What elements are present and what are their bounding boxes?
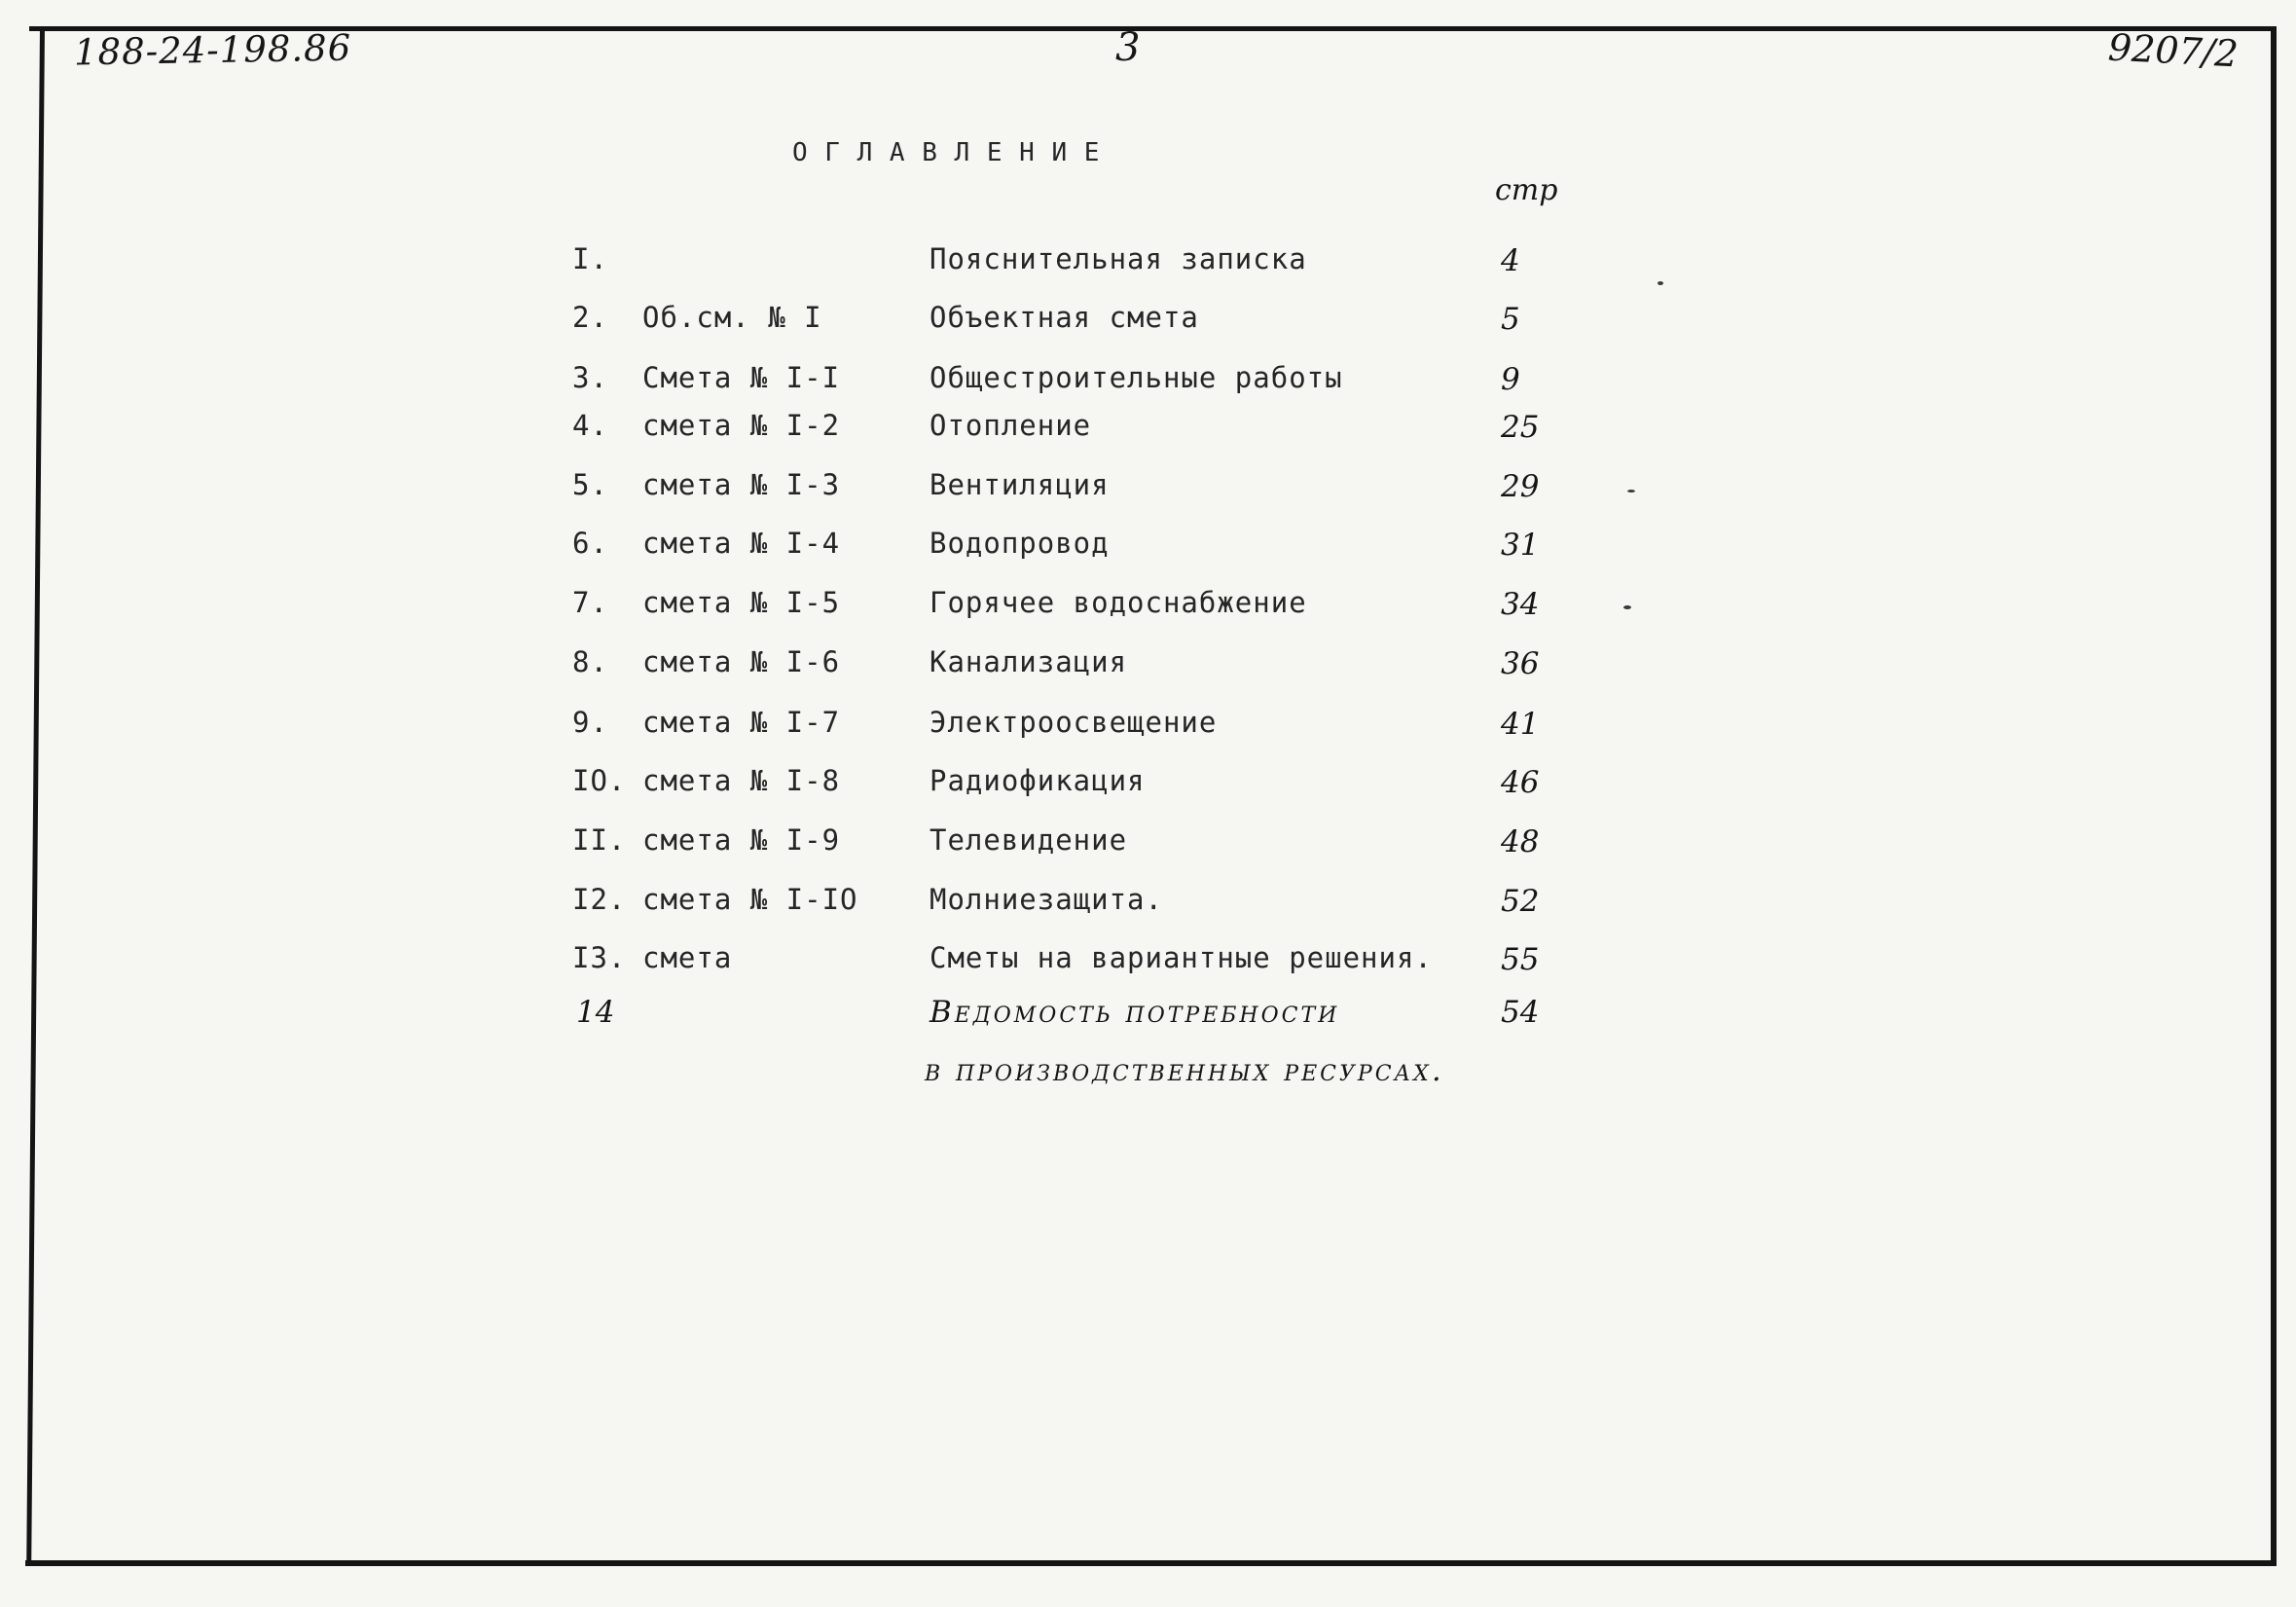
row-number: 8. — [572, 645, 608, 678]
row-title: Сметы на вариантные решения. — [929, 941, 1433, 974]
row-page-number: 5 — [1501, 302, 1520, 337]
row-doc-label: смета № I-6 — [642, 645, 841, 678]
row-doc-label: смета № I-7 — [642, 706, 841, 739]
row-doc-label: смета № I-8 — [642, 764, 841, 797]
row-page-number: 52 — [1501, 884, 1540, 919]
row-page-number: 31 — [1501, 528, 1540, 563]
row-title: Вентиляция — [929, 468, 1110, 501]
row-number: 3. — [572, 361, 608, 394]
row-number: II. — [572, 823, 627, 857]
row-doc-label: Об.см. № I — [642, 301, 822, 334]
row-title: Пояснительная записка — [929, 242, 1307, 275]
row-doc-label: смета № I-9 — [642, 823, 841, 857]
row-number: 5. — [572, 468, 608, 501]
row-title-line2: в производственных ресурсах. — [925, 1053, 1444, 1088]
row-page-number: 46 — [1501, 765, 1540, 800]
row-doc-label: смета № I-5 — [642, 586, 841, 619]
row-number: IO. — [572, 764, 627, 797]
row-number: I. — [572, 242, 608, 275]
row-doc-label: смета — [642, 941, 733, 974]
toc-row — [0, 995, 2296, 1088]
row-number: 7. — [572, 586, 608, 619]
page-title: О Г Л А В Л Е Н И Е — [792, 138, 1101, 167]
row-title: Отопление — [929, 409, 1092, 442]
row-page-number: 55 — [1501, 942, 1540, 977]
scan-speck — [1623, 605, 1631, 609]
row-doc-label: смета № I-4 — [642, 527, 841, 560]
page-column-header: стр — [1495, 173, 1558, 207]
row-doc-label: смета № I-2 — [642, 409, 841, 442]
row-title: Ведомость потребности — [929, 995, 1340, 1030]
toc-row — [0, 302, 2296, 362]
toc-row — [0, 646, 2296, 707]
toc-row — [0, 528, 2296, 588]
row-page-number: 9 — [1501, 362, 1520, 397]
toc-row — [0, 243, 2296, 304]
row-page-number: 54 — [1501, 995, 1540, 1030]
archive-code: 9207/2 — [2106, 25, 2240, 76]
row-title: Водопровод — [929, 527, 1110, 560]
toc-row — [0, 587, 2296, 647]
row-title: Горячее водоснабжение — [929, 586, 1307, 619]
row-page-number: 41 — [1501, 707, 1540, 742]
toc-row — [0, 884, 2296, 944]
row-number: 9. — [572, 706, 608, 739]
row-doc-label: смета № I-3 — [642, 468, 841, 501]
row-title: Молниезащита. — [929, 883, 1163, 916]
row-doc-label: Смета № I-I — [642, 361, 841, 394]
row-title: Радиофикация — [929, 764, 1146, 797]
toc-row — [0, 942, 2296, 1003]
row-page-number: 29 — [1501, 469, 1540, 504]
row-page-number: 36 — [1501, 646, 1540, 681]
row-title: Электроосвещение — [929, 706, 1218, 739]
row-number: 2. — [572, 301, 608, 334]
toc-row — [0, 410, 2296, 470]
scan-speck — [1627, 490, 1635, 493]
doc-code: 188-24-198.86 — [73, 26, 352, 74]
toc-row — [0, 707, 2296, 767]
toc-row — [0, 469, 2296, 530]
scan-speck — [1658, 281, 1663, 285]
row-page-number: 34 — [1501, 587, 1540, 622]
row-doc-label: смета № I-IO — [642, 883, 858, 916]
toc-row — [0, 765, 2296, 825]
row-number: 4. — [572, 409, 608, 442]
row-page-number: 48 — [1501, 824, 1540, 859]
row-page-number: 4 — [1501, 243, 1520, 278]
toc-row — [0, 824, 2296, 885]
row-number: 14 — [576, 995, 615, 1030]
row-title: Телевидение — [929, 823, 1128, 857]
row-number: 6. — [572, 527, 608, 560]
row-title: Объектная смета — [929, 301, 1199, 334]
row-title: Канализация — [929, 645, 1128, 678]
row-page-number: 25 — [1501, 410, 1540, 445]
row-title: Общестроительные работы — [929, 361, 1343, 394]
sheet-number: 3 — [1115, 25, 1141, 70]
row-number: I3. — [572, 941, 627, 974]
row-number: I2. — [572, 883, 627, 916]
